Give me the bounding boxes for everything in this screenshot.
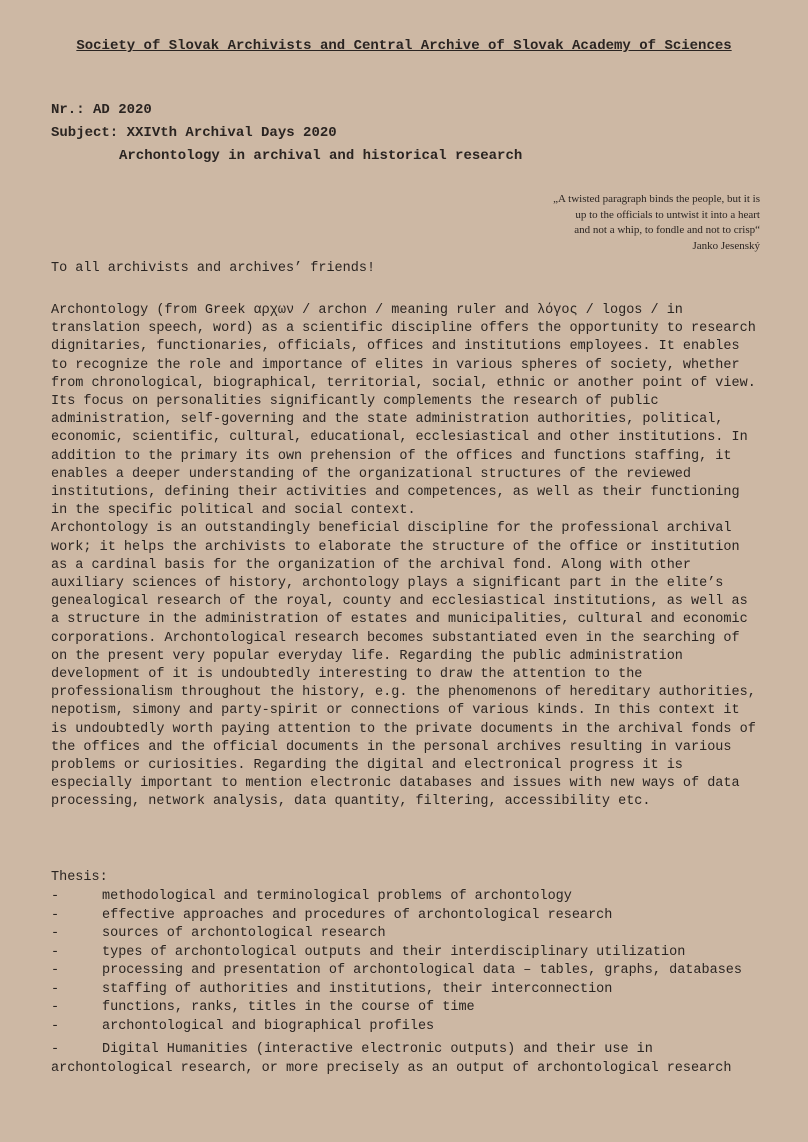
- subject-line: Subject: XXIVth Archival Days 2020: [51, 125, 337, 141]
- reference-number: Nr.: AD 2020: [51, 102, 152, 118]
- paragraph: Archontology (from Greek αρχων / archon / meaning ruler and λόγος / logos / in translation speech, word) as a scientific discipline offers the opportunity to research dignitaries, functionaries, officials, offices and institutions employees. It enables to recognize the role and importance of elites in various spheres of society, whether from chronological, biographical, territorial, social, ethnic or another point of view. Its focus on personalities significantly complements the research of public administration, self-governing and the state administration authorities, political, economic, scientific, cultural, educational, ecclesiastical and other institutions. In addition to the primary its own prehension of the offices and functions staffing, it enables a deeper understanding of the organizational structures of the reviewed institutions, defining their activities and competences, as well as their functioning in the specific political and social context.: [51, 303, 756, 519]
- thesis-item-text: methodological and terminological problems of archontology: [102, 889, 572, 904]
- list-item: [51, 999, 763, 1018]
- dash-bullet: -: [51, 926, 60, 941]
- thesis-item-text: processing and presentation of archontological data – tables, graphs, databases: [102, 963, 743, 978]
- thesis-title: Thesis:: [51, 870, 108, 885]
- list-item: [51, 944, 763, 963]
- dash-bullet: -: [51, 1018, 60, 1034]
- paragraph: Archontology is an outstandingly beneficial discipline for the professional archival work; it helps the archivists to elaborate the structure of the office or institution as a cardinal basis for the organization of the archival fond. Along with other auxiliary sciences of history, archontology plays a significant part in the elite’s genealogical research of the royal, county and ecclesiastical institutions, as well as a structure in the administration of estates and municipalities, cultural and economic corporations. Archontological research becomes substantiated even in the searching of on the present very popular everyday life. Regarding the public administration development of it is undoubtedly interesting to draw the attention to the professionalism throughout the history, e.g. the phenomenons of hereditary authorities, nepotism, simony and party-spirit or connections of various kinds. In this context it is undoubtedly worth paying attention to the private documents in the archival fonds of the offices and the official documents in the personal archives resulting in various problems or curiosities. Regarding the digital and electronical progress it is especially important to mention electronic databases and issues with new ways of data processing, network analysis, data quantity, filtering, accessibility etc.: [51, 521, 756, 810]
- body-text: [51, 302, 763, 812]
- dash-bullet: -: [51, 1042, 60, 1057]
- quote-line: up to the officials to untwist it into a heart: [575, 208, 760, 221]
- list-item: [51, 962, 763, 981]
- epigraph-quote: [460, 192, 760, 254]
- quote-line: „A twisted paragraph binds the people, but it is: [553, 193, 760, 205]
- document-header: Society of Slovak Archivists and Central Archive of Slovak Academy of Sciences: [76, 38, 732, 54]
- dash-bullet: -: [51, 907, 60, 923]
- thesis-item-text: effective approaches and procedures of archontological research: [102, 907, 613, 923]
- thesis-item-text: staffing of authorities and institutions, their interconnection: [102, 981, 613, 997]
- dash-bullet: -: [51, 944, 60, 960]
- dash-bullet: -: [51, 963, 60, 978]
- list-item: [51, 981, 763, 1000]
- thesis-item-text: archontological and biographical profiles: [102, 1018, 435, 1034]
- thesis-item-text: Digital Humanities (interactive electronic outputs) and their use in archontological research, or more precisely as an output of archontological research: [51, 1042, 732, 1076]
- greeting: To all archivists and archives’ friends!: [51, 261, 376, 276]
- quote-line: and not a whip, to fondle and not to crisp“: [574, 224, 760, 236]
- dash-bullet: -: [51, 981, 60, 997]
- list-item: [51, 888, 763, 907]
- dash-bullet: -: [51, 1000, 60, 1015]
- thesis-last-item: [51, 1041, 763, 1078]
- list-item: [51, 925, 763, 944]
- quote-author: Janko Jesenský: [692, 239, 760, 252]
- list-item: [51, 1018, 763, 1037]
- document-meta: [51, 99, 522, 168]
- subject-subtitle: Archontology in archival and historical research: [119, 148, 523, 164]
- thesis-item-text: functions, ranks, titles in the course of time: [102, 1000, 475, 1015]
- thesis-item-text: types of archontological outputs and their interdisciplinary utilization: [102, 944, 686, 960]
- list-item: [51, 907, 763, 926]
- thesis-list: [51, 888, 763, 1036]
- dash-bullet: -: [51, 889, 60, 904]
- thesis-item-text: sources of archontological research: [102, 926, 386, 941]
